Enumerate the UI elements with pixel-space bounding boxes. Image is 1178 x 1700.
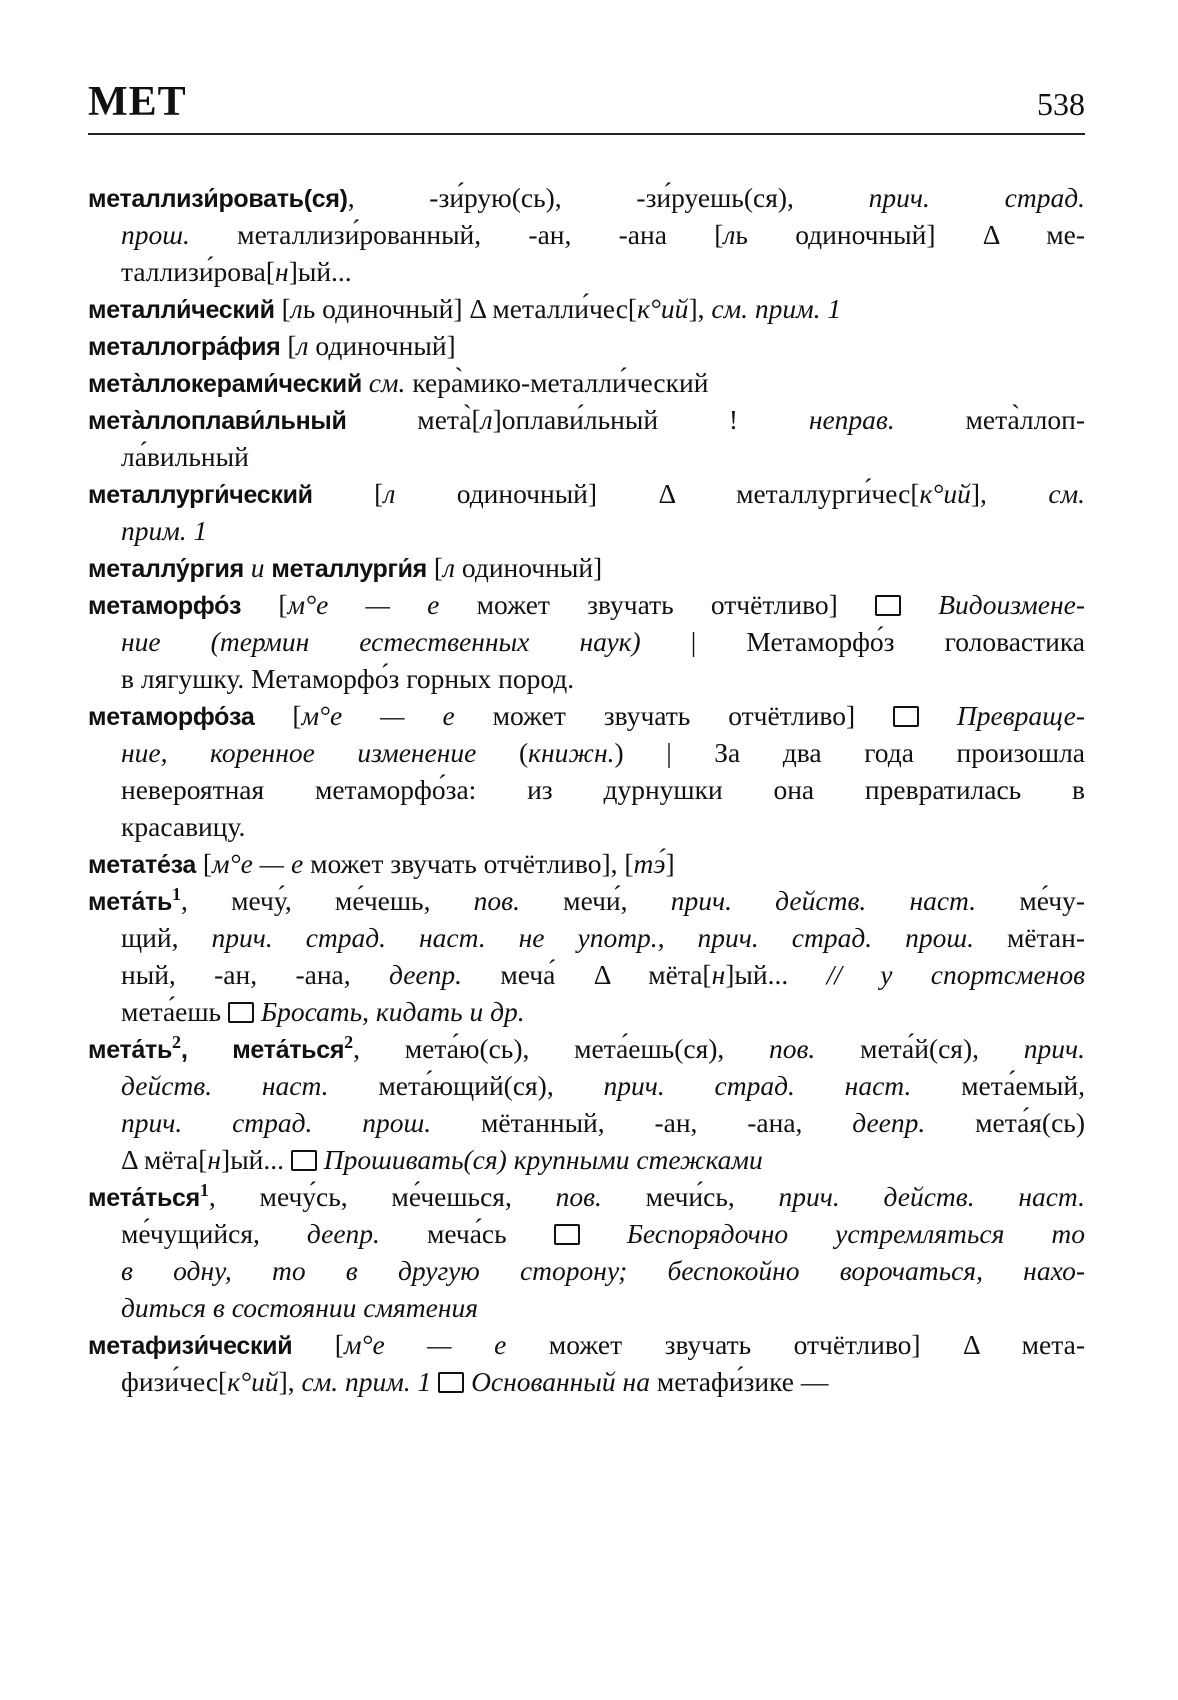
italic-note: диться в состоянии смятения — [121, 1292, 479, 1323]
entry-text: кера̀мико-металли́ческий — [405, 367, 709, 398]
entry-text: ный, -ан, -ана, — [121, 959, 389, 990]
entry-text: таллизи́рова[ — [121, 256, 276, 287]
entry-text: красавицу. — [121, 811, 246, 842]
entry-continuation-line — [88, 660, 1085, 697]
entry-text: , мечу́, ме́чешь, — [181, 885, 474, 916]
entry-first-line — [88, 549, 1085, 586]
italic-note: прич. страд. наст. — [603, 1070, 912, 1101]
entry-text: ], — [970, 478, 1049, 509]
entry-continuation-line — [88, 956, 1085, 993]
homonym-number: 1 — [172, 884, 182, 904]
entry-text: ]ый... — [221, 1144, 291, 1175]
entry-text: , мета́ю(сь), мета́ешь(ся), — [353, 1033, 769, 1064]
entry-continuation-line — [88, 512, 1085, 549]
italic-note: Основанный на — [464, 1366, 650, 1397]
dictionary-entry — [88, 1178, 1085, 1326]
italic-note: действ. наст. — [121, 1070, 329, 1101]
headword: металлурги́я — [271, 555, 427, 583]
entry-first-line — [88, 290, 1085, 327]
dictionary-entry — [88, 845, 1085, 882]
italic-note: прош. — [121, 219, 190, 250]
entry-text: ла́вильный — [121, 441, 249, 472]
entry-text: меча́сь — [379, 1218, 554, 1249]
headword: метаморфо́з — [88, 592, 242, 620]
entry-continuation-line — [88, 919, 1085, 956]
italic-note: и — [243, 552, 272, 583]
dictionary-entry — [88, 882, 1085, 1030]
italic-note: н — [711, 959, 726, 990]
entry-text: ]ый... — [288, 256, 352, 287]
entry-text: ь одиночный] Δ ме- — [735, 219, 1085, 250]
entry-text: может звучать отчётливо] — [454, 700, 894, 731]
entry-first-line — [88, 327, 1085, 364]
entry-text: физи́чес[ — [121, 1366, 228, 1397]
italic-note: прич. страд. наст. не употр., прич. страд. прош. — [211, 922, 974, 953]
entry-text: [ — [195, 848, 213, 879]
headword: металлурги́ческий — [88, 481, 313, 509]
entry-text: мета̀[ — [346, 404, 481, 435]
dictionary-entries — [88, 179, 1085, 1400]
entry-text: ], — [278, 1366, 302, 1397]
definition-box-icon — [554, 1224, 580, 1245]
italic-note: к°ий — [919, 478, 971, 509]
entry-text: одиночный] — [308, 330, 456, 361]
headword: мета̀ллокерами́ческий — [88, 370, 362, 398]
italic-note: м°е — е — [287, 589, 440, 620]
headword: метаморфо́за — [88, 703, 255, 731]
headword: мета́ть — [88, 1036, 173, 1064]
italic-note: прич. страд. — [868, 182, 1085, 213]
entry-text: невероятная метаморфо́за: из дурнушки она превратилась в — [121, 774, 1085, 805]
headword: мета́ться — [88, 1184, 200, 1212]
italic-note: пов. — [555, 1181, 602, 1212]
entry-continuation-line — [88, 623, 1085, 660]
entry-text: ( — [476, 737, 529, 768]
italic-note: л — [290, 293, 303, 324]
headword: , мета́ться — [181, 1036, 345, 1064]
italic-note: м°е — е — [301, 700, 455, 731]
entry-text: ме́чу- — [976, 885, 1085, 916]
entry-text: мета́емый, — [911, 1070, 1085, 1101]
entry-text: ] — [665, 848, 675, 879]
italic-note: деепр. — [852, 1107, 926, 1138]
italic-note: прич. — [1023, 1033, 1085, 1064]
definition-box-icon — [291, 1150, 317, 1171]
italic-note: Бросать, кидать и др. — [253, 996, 525, 1027]
entry-first-line — [88, 1178, 1085, 1215]
entry-text: в лягушку. Метаморфо́з горных пород. — [121, 663, 575, 694]
entry-text: | Метаморфо́з головастика — [640, 626, 1085, 657]
entry-continuation-line — [88, 1104, 1085, 1141]
entry-first-line — [88, 882, 1085, 919]
entry-text: мета́ешь — [121, 996, 228, 1027]
entry-text: одиночный] — [455, 552, 603, 583]
entry-text: может звучать отчётливо], [ — [303, 848, 634, 879]
entry-text: мета́я(сь) — [925, 1107, 1085, 1138]
italic-note: прич. страд. прош. — [121, 1107, 432, 1138]
italic-note: к°ий — [637, 293, 689, 324]
italic-note: см. — [361, 367, 406, 398]
entry-text: мета́й(ся), — [815, 1033, 1024, 1064]
entry-first-line — [88, 475, 1085, 512]
italic-note: книжн. — [528, 737, 615, 768]
entry-text: мета́ющий(ся), — [328, 1070, 604, 1101]
entry-text: [ — [312, 478, 384, 509]
entry-text: ме́чущийся, — [121, 1218, 307, 1249]
entry-text: [ — [426, 552, 444, 583]
entry-first-line — [88, 697, 1085, 734]
italic-note: прич. действ. наст. — [670, 885, 977, 916]
homonym-number: 1 — [199, 1180, 209, 1200]
italic-note: пов. — [473, 885, 520, 916]
definition-box-icon — [438, 1372, 464, 1393]
entry-text: металлизи́рованный, -ан, -ана [ — [189, 219, 724, 250]
definition-box-icon — [228, 1002, 254, 1023]
italic-note: см. прим. 1 — [711, 293, 842, 324]
italic-note: см. прим. 1 — [301, 1366, 439, 1397]
entry-text: ]оплави́льный ! — [492, 404, 809, 435]
entry-continuation-line — [88, 1215, 1085, 1252]
italic-note: Беспорядочно устремляться то — [579, 1218, 1085, 1249]
entry-text: [ — [292, 1329, 344, 1360]
entry-text: [ — [280, 330, 297, 361]
dictionary-entry — [88, 290, 1085, 327]
italic-note: прич. действ. наст. — [778, 1181, 1085, 1212]
entry-continuation-line — [88, 1141, 1085, 1178]
entry-first-line — [88, 845, 1085, 882]
italic-note: н — [275, 256, 289, 287]
entry-text: [ — [254, 700, 302, 731]
entry-text: Δ мёта[ — [121, 1144, 208, 1175]
italic-note: м°е — е — [212, 848, 304, 879]
entry-text: ь одиночный] Δ металли́чес[ — [302, 293, 638, 324]
entry-continuation-line — [88, 771, 1085, 808]
entry-continuation-line — [88, 1252, 1085, 1289]
italic-note: в одну, то в другую сторону; беспокойно ворочаться, нахо- — [121, 1255, 1085, 1286]
page-number: 538 — [1037, 86, 1085, 122]
entry-continuation-line — [88, 216, 1085, 253]
homonym-number: 2 — [172, 1032, 182, 1052]
dictionary-entry — [88, 475, 1085, 549]
italic-note: деепр. — [388, 959, 463, 990]
entry-first-line — [88, 364, 1085, 401]
entry-text: одиночный] Δ металлурги́чес[ — [395, 478, 920, 509]
italic-note: деепр. — [306, 1218, 380, 1249]
italic-note: л — [296, 330, 309, 361]
dictionary-entry — [88, 1030, 1085, 1178]
entry-first-line — [88, 1030, 1085, 1067]
entry-text: меча́ Δ мёта[ — [462, 959, 712, 990]
italic-note: неправ. — [808, 404, 895, 435]
headword: металли́ческий — [88, 296, 275, 324]
italic-note: ние, коренное изменение — [121, 737, 477, 768]
italic-note: л — [480, 404, 493, 435]
italic-note: прим. 1 — [121, 515, 208, 546]
headword: металлизи́ровать(ся) — [88, 185, 348, 213]
entry-text: мечи́, — [519, 885, 671, 916]
entry-first-line — [88, 1326, 1085, 1363]
italic-note: тэ́ — [633, 848, 666, 879]
dictionary-entry — [88, 1326, 1085, 1400]
header-rule — [88, 133, 1085, 135]
entry-text: может звучать отчётливо] — [439, 589, 876, 620]
definition-box-icon — [893, 706, 919, 727]
entry-continuation-line — [88, 1363, 1085, 1400]
entry-text: метафи́зике — — [649, 1366, 829, 1397]
italic-note: пов. — [769, 1033, 816, 1064]
dictionary-entry — [88, 364, 1085, 401]
entry-text: , -зи́рую(сь), -зи́руешь(ся), — [347, 182, 869, 213]
entry-continuation-line — [88, 734, 1085, 771]
entry-text: ], — [688, 293, 712, 324]
italic-note: л — [723, 219, 736, 250]
entry-text: , мечу́сь, ме́чешься, — [208, 1181, 556, 1212]
italic-note: м°е — е — [343, 1329, 507, 1360]
italic-note: н — [207, 1144, 222, 1175]
dictionary-entry — [88, 179, 1085, 290]
headword: металлогра́фия — [88, 333, 281, 361]
italic-note: // у спортсменов — [826, 959, 1085, 990]
definition-box-icon — [875, 595, 901, 616]
entry-text: мётан- — [973, 922, 1085, 953]
italic-note: Видоизмене- — [901, 589, 1085, 620]
italic-note: Превраще- — [919, 700, 1085, 731]
headword: металлу́ргия — [88, 555, 244, 583]
italic-note: см. — [1048, 478, 1085, 509]
dictionary-entry — [88, 401, 1085, 475]
headword: мета̀ллоплави́льный — [88, 407, 347, 435]
running-head: МЕТ — [88, 79, 187, 125]
entry-continuation-line — [88, 808, 1085, 845]
entry-text: [ — [274, 293, 291, 324]
homonym-number: 2 — [344, 1032, 354, 1052]
italic-note: л — [383, 478, 396, 509]
entry-text: [ — [241, 589, 288, 620]
entry-first-line — [88, 179, 1085, 216]
dictionary-entry — [88, 697, 1085, 845]
italic-note: ние (термин естественных наук) — [121, 626, 641, 657]
entry-continuation-line — [88, 1067, 1085, 1104]
entry-continuation-line — [88, 253, 1085, 290]
entry-text: мётанный, -ан, -ана, — [431, 1107, 853, 1138]
entry-text: мета̀ллоп- — [894, 404, 1085, 435]
headword: мета́ть — [88, 888, 173, 916]
dictionary-entry — [88, 586, 1085, 697]
entry-first-line — [88, 401, 1085, 438]
dictionary-entry — [88, 327, 1085, 364]
italic-note: Прошивать(ся) крупными стежками — [316, 1144, 763, 1175]
headword: метате́за — [88, 851, 196, 879]
entry-first-line — [88, 586, 1085, 623]
entry-text: ) | За два года произошла — [614, 737, 1085, 768]
page-header — [88, 78, 1085, 134]
entry-text: ]ый... — [725, 959, 827, 990]
italic-note: л — [443, 552, 456, 583]
entry-text: щий, — [121, 922, 212, 953]
entry-text: может звучать отчётливо] Δ мета- — [506, 1329, 1085, 1360]
entry-continuation-line — [88, 438, 1085, 475]
entry-continuation-line — [88, 993, 1085, 1030]
headword: метафизи́ческий — [88, 1332, 293, 1360]
entry-text: мечи́сь, — [601, 1181, 779, 1212]
dictionary-entry — [88, 549, 1085, 586]
entry-continuation-line — [88, 1289, 1085, 1326]
italic-note: к°ий — [227, 1366, 279, 1397]
